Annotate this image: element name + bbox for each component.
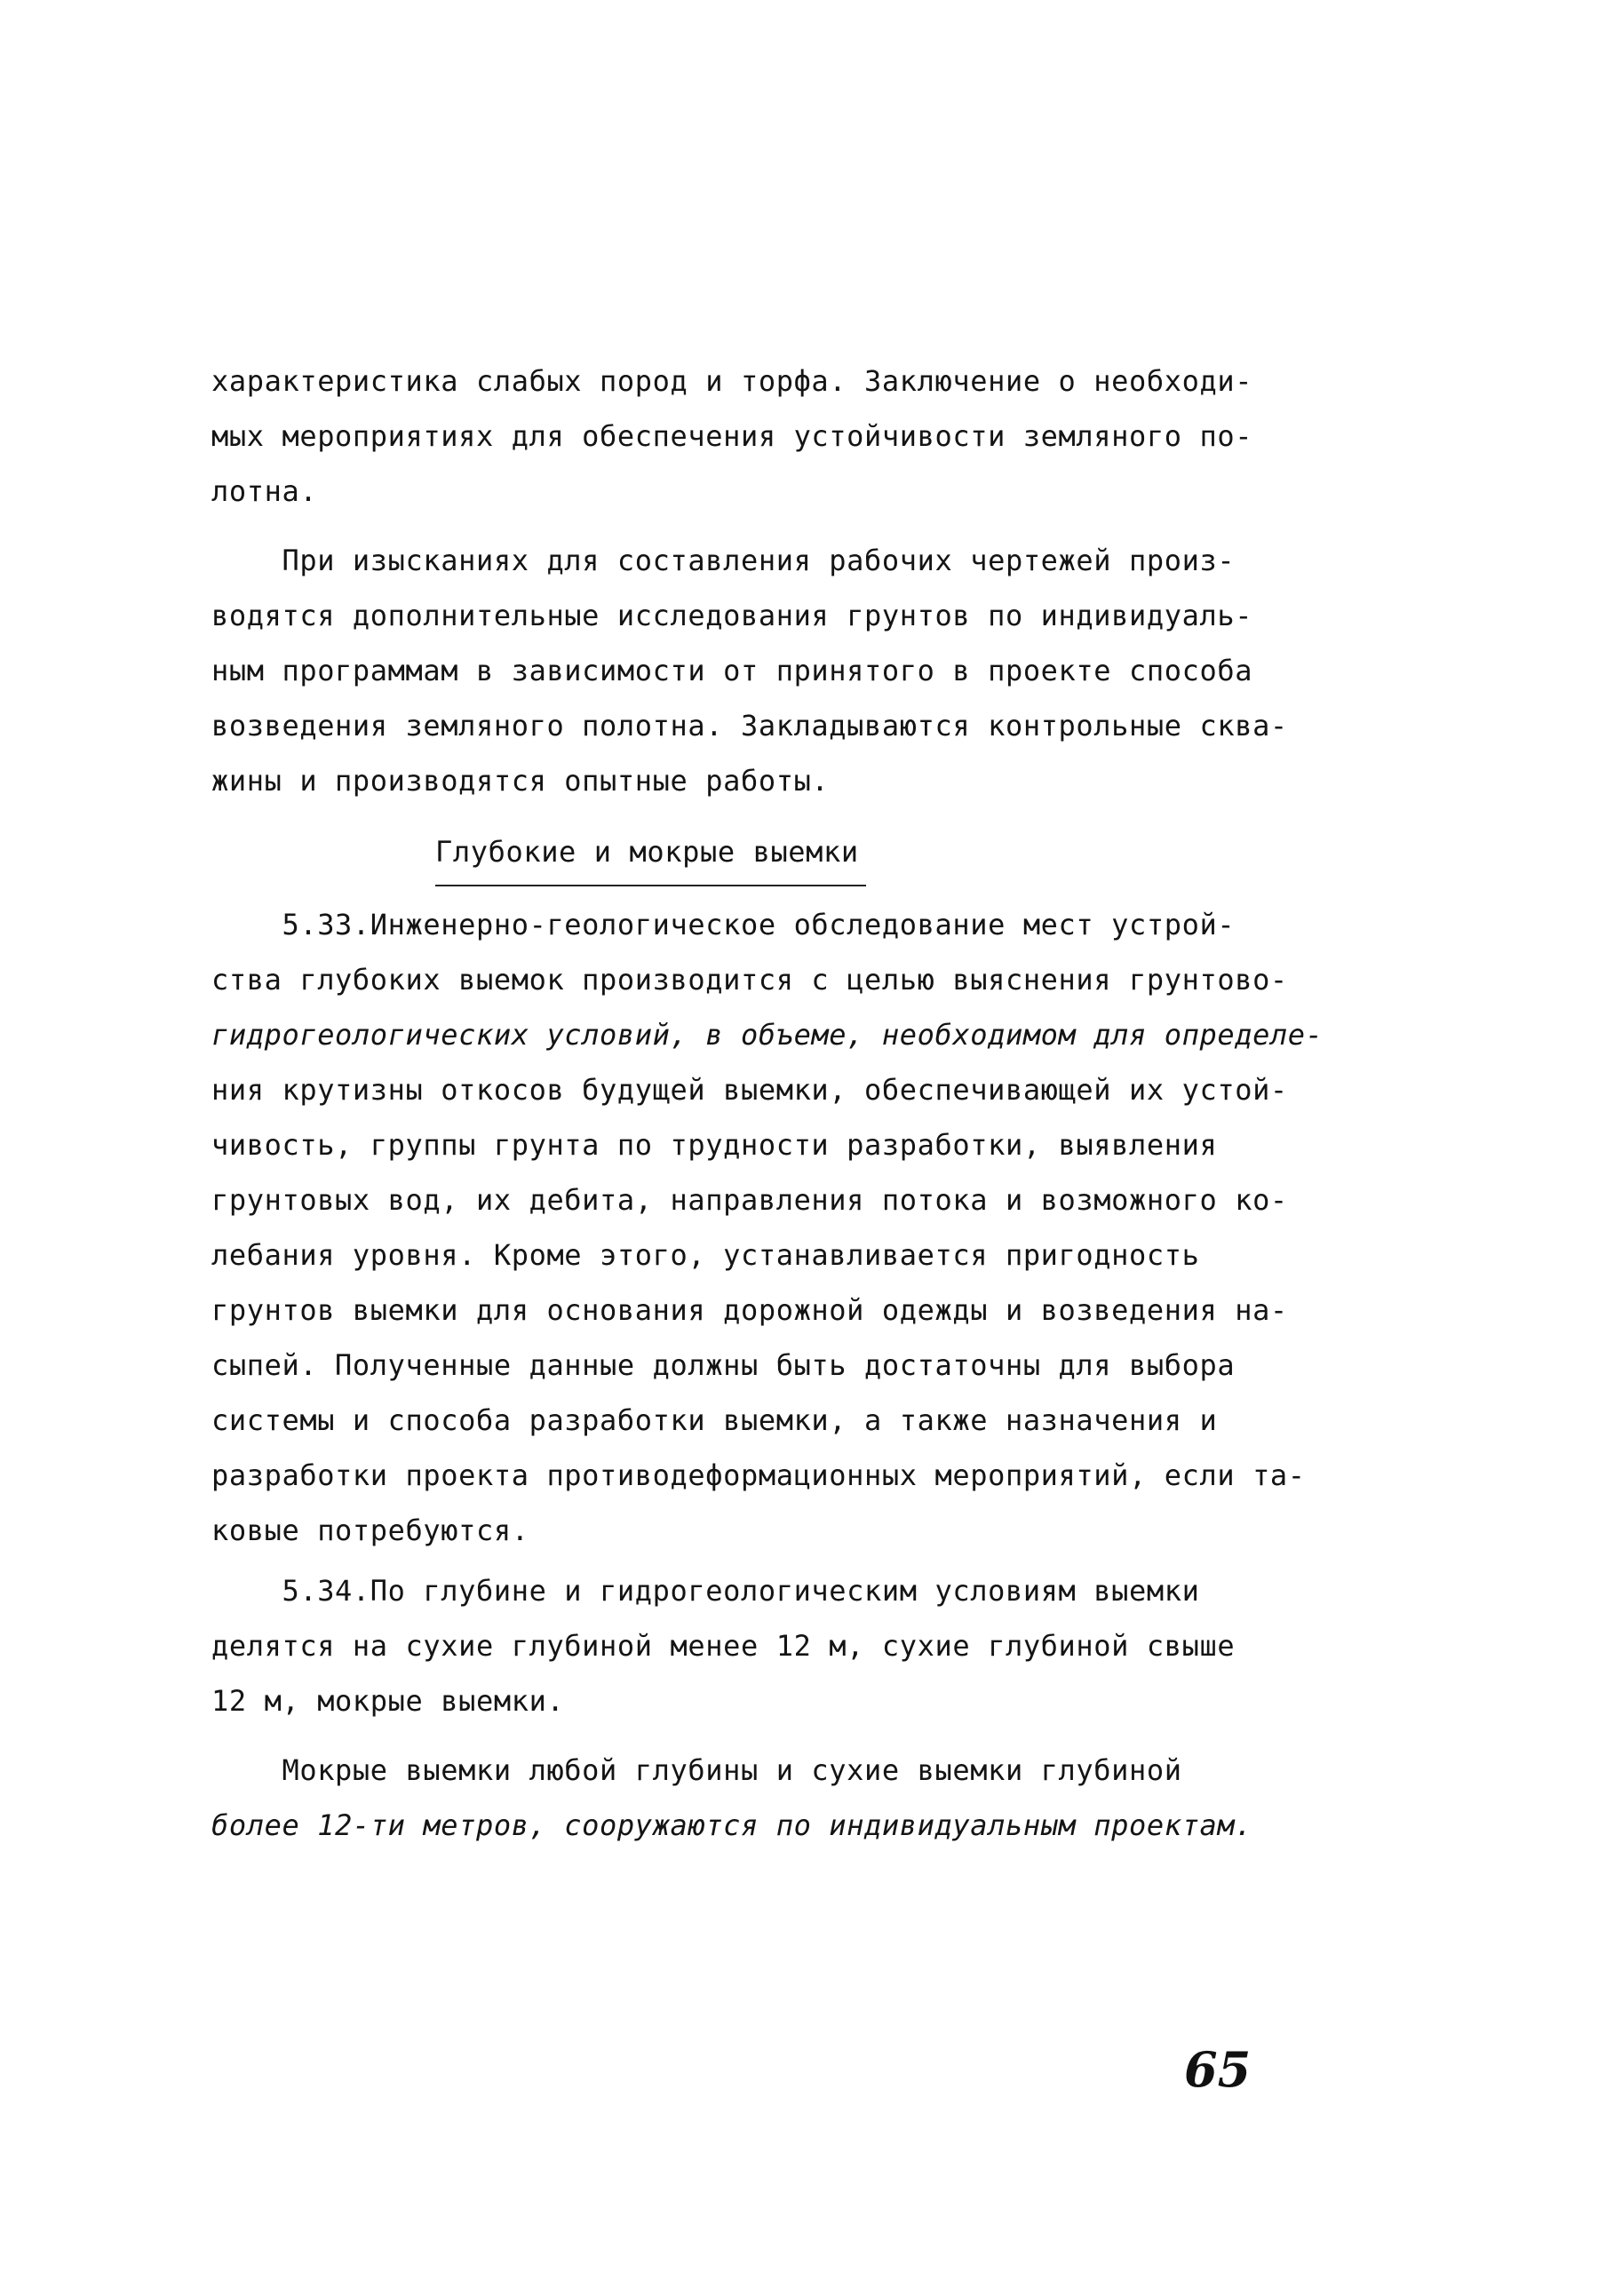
text-line: гидрогеологических условий, в объеме, необходимом для определе- xyxy=(211,1018,1324,1052)
text-line: ковые потребуются. xyxy=(211,1513,529,1547)
text-line: сыпей. Полученные данные должны быть достаточны для выбора xyxy=(211,1348,1236,1382)
text-line: грунтов выемки для основания дорожной одежды и возведения на- xyxy=(211,1293,1288,1327)
text-line: возведения земляного полотна. Закладываются контрольные сква- xyxy=(211,709,1288,743)
text-line: 5.34.По глубине и гидрогеологическим условиям выемки xyxy=(211,1574,1200,1608)
text-line: более 12-ти метров, сооружаются по индивидуальным проектам. xyxy=(211,1808,1253,1842)
text-line: 5.33.Инженерно-геологическое обследование мест устрой- xyxy=(211,908,1236,941)
text-line: характеристика слабых пород и торфа. Заключение о необходи- xyxy=(211,364,1253,398)
text-line: чивость, группы грунта по трудности разработки, выявления xyxy=(211,1128,1218,1162)
text-line: Мокрые выемки любой глубины и сухие выемки глубиной xyxy=(211,1753,1182,1787)
text-line: ным программам в зависимости от принятого в проекте способа xyxy=(211,654,1253,687)
text-line: При изысканиях для составления рабочих чертежей произ- xyxy=(211,544,1236,577)
text-line: ния крутизны откосов будущей выемки, обеспечивающей их устой- xyxy=(211,1073,1288,1107)
text-line: жины и производятся опытные работы. xyxy=(211,764,830,798)
text-line: системы и способа разработки выемки, а также назначения и xyxy=(211,1403,1218,1437)
text-line: водятся дополнительные исследования грунтов по индивидуаль- xyxy=(211,599,1253,632)
text-line: грунтовых вод, их дебита, направления потока и возможного ко- xyxy=(211,1183,1288,1217)
paragraph-surveys xyxy=(211,533,1313,808)
text-line: разработки проекта противодеформационных мероприятий, если та- xyxy=(211,1458,1306,1492)
text-line: ства глубоких выемок производится с целью выяснения грунтово- xyxy=(211,963,1288,997)
text-line: 12 м, мокрые выемки. xyxy=(211,1684,565,1718)
text-line: делятся на сухие глубиной менее 12 м, сухие глубиной свыше xyxy=(211,1629,1236,1663)
paragraph-5-34 xyxy=(211,1563,1313,1728)
paragraph-5-33 xyxy=(211,897,1324,1558)
section-heading: Глубокие и мокрые выемки xyxy=(435,835,859,869)
top-paragraph xyxy=(211,354,1313,519)
text-line: мых мероприятиях для обеспечения устойчивости земляного по- xyxy=(211,419,1253,453)
page-number: 65 xyxy=(1184,2041,1252,2098)
heading-underline xyxy=(435,885,866,886)
paragraph-wet-cuttings xyxy=(211,1743,1313,1853)
text-line: лотна. xyxy=(211,474,318,508)
text-line: лебания уровня. Кроме этого, устанавливается пригодность xyxy=(211,1238,1200,1272)
